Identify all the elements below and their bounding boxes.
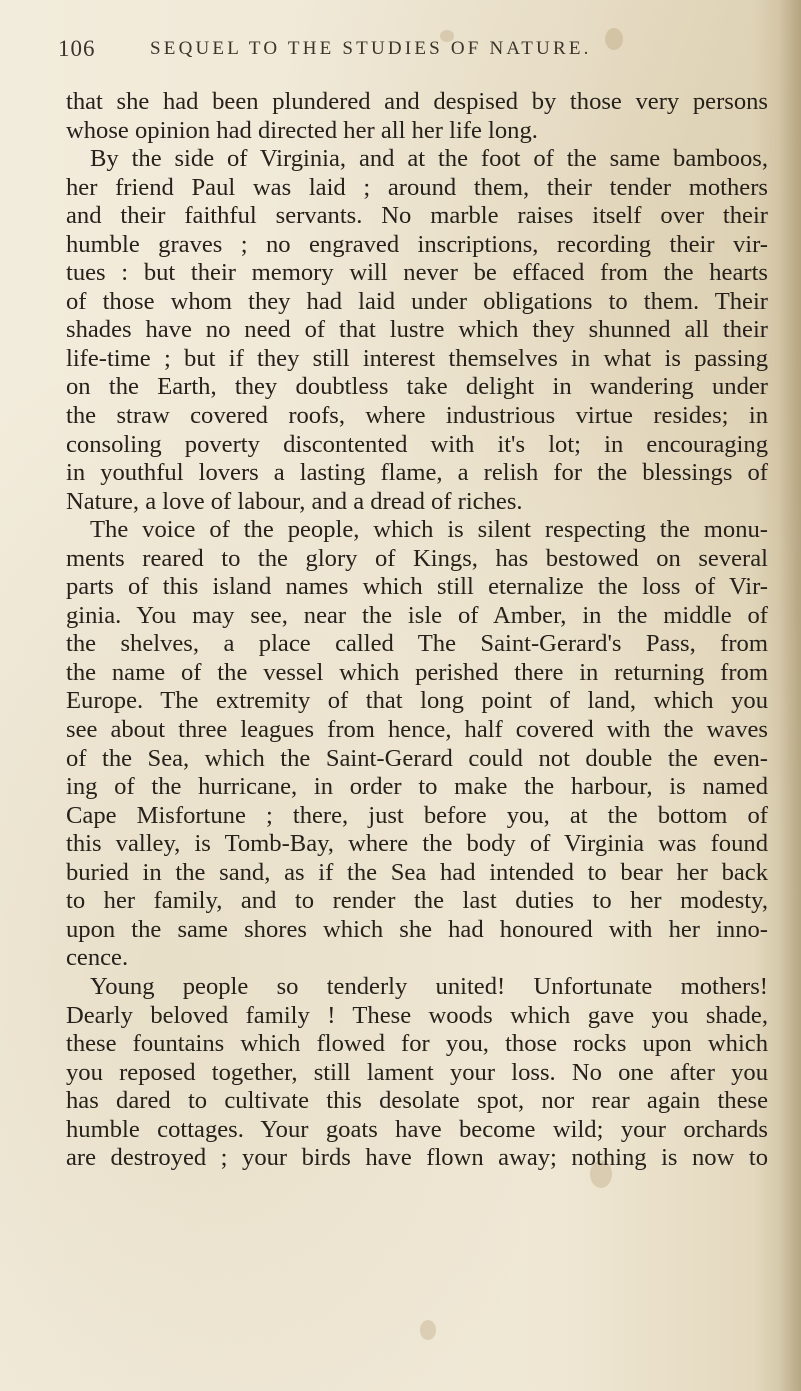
text-line: ginia. You may see, near the isle of Amber, in the middle of [66, 601, 768, 629]
text-line: humble graves ; no engraved inscriptions, recording their vir- [66, 230, 768, 258]
text-line: life-time ; but if they still interest themselves in what is passing [66, 344, 768, 372]
text-line: this valley, is Tomb-Bay, where the body of Virginia was found [66, 830, 768, 858]
text-line: humble cottages. Your goats have become wild; your orchards [66, 1115, 768, 1143]
text-line: the shelves, a place called The Saint-Gerard's Pass, from [66, 630, 768, 658]
text-line: whose opinion had directed her all her life long. [66, 116, 538, 144]
text-line: the name of the vessel which perished there in returning from [66, 658, 768, 686]
text-line: these fountains which flowed for you, those rocks upon which [66, 1030, 768, 1058]
text-line: you reposed together, still lament your loss. No one after you [66, 1058, 768, 1086]
text-line: are destroyed ; your birds have flown away; nothing is now to [66, 1144, 768, 1172]
text-line: that she had been plundered and despised by those very persons [66, 88, 768, 115]
running-head: SEQUEL TO THE STUDIES OF NATURE. [150, 38, 592, 59]
page-header [0, 36, 801, 68]
text-line: and their faithful servants. No marble raises itself over their [66, 202, 768, 230]
text-line: of those whom they had laid under obligations to them. Their [66, 287, 768, 315]
text-line: ing of the hurricane, in order to make the harbour, is named [66, 773, 768, 801]
text-line: to her family, and to render the last duties to her modesty, [66, 887, 768, 915]
text-line: the straw covered roofs, where industrious virtue resides; in [66, 402, 768, 430]
text-line: on the Earth, they doubtless take delight in wandering under [66, 373, 768, 401]
text-line: Dearly beloved family ! These woods which gave you shade, [66, 1001, 768, 1029]
text-line: tues : but their memory will never be effaced from the hearts [66, 259, 768, 287]
text-line: see about three leagues from hence, half covered with the waves [66, 716, 768, 744]
text-line: parts of this island names which still eternalize the loss of Vir- [66, 573, 768, 601]
page-number: 106 [58, 36, 96, 61]
text-line: in youthful lovers a lasting flame, a relish for the blessings of [66, 459, 768, 487]
text-line: The voice of the people, which is silent respecting the monu- [90, 516, 768, 544]
text-line: upon the same shores which she had honoured with her inno- [66, 915, 768, 943]
text-line: has dared to cultivate this desolate spot, nor rear again these [66, 1087, 768, 1115]
text-line: consoling poverty discontented with it's lot; in encouraging [66, 430, 768, 458]
text-line: Europe. The extremity of that long point of land, which you [66, 687, 768, 715]
text-line: By the side of Virginia, and at the foot of the same bamboos, [90, 145, 768, 173]
text-line: Nature, a love of labour, and a dread of riches. [66, 487, 523, 515]
text-line: Cape Misfortune ; there, just before you, at the bottom of [66, 801, 768, 829]
text-line: buried in the sand, as if the Sea had intended to bear her back [66, 858, 768, 886]
body-text [66, 88, 768, 1173]
foxing-spot [420, 1320, 436, 1340]
text-line: cence. [66, 944, 129, 972]
text-line: ments reared to the glory of Kings, has bestowed on several [66, 544, 768, 572]
page-edge-shading [779, 0, 801, 1391]
text-line: of the Sea, which the Saint-Gerard could not double the even- [66, 744, 768, 772]
text-line: her friend Paul was laid ; around them, their tender mothers [66, 173, 768, 201]
text-line: Young people so tenderly united! Unfortunate mothers! [90, 972, 768, 1000]
text-line: shades have no need of that lustre which they shunned all their [66, 316, 768, 344]
